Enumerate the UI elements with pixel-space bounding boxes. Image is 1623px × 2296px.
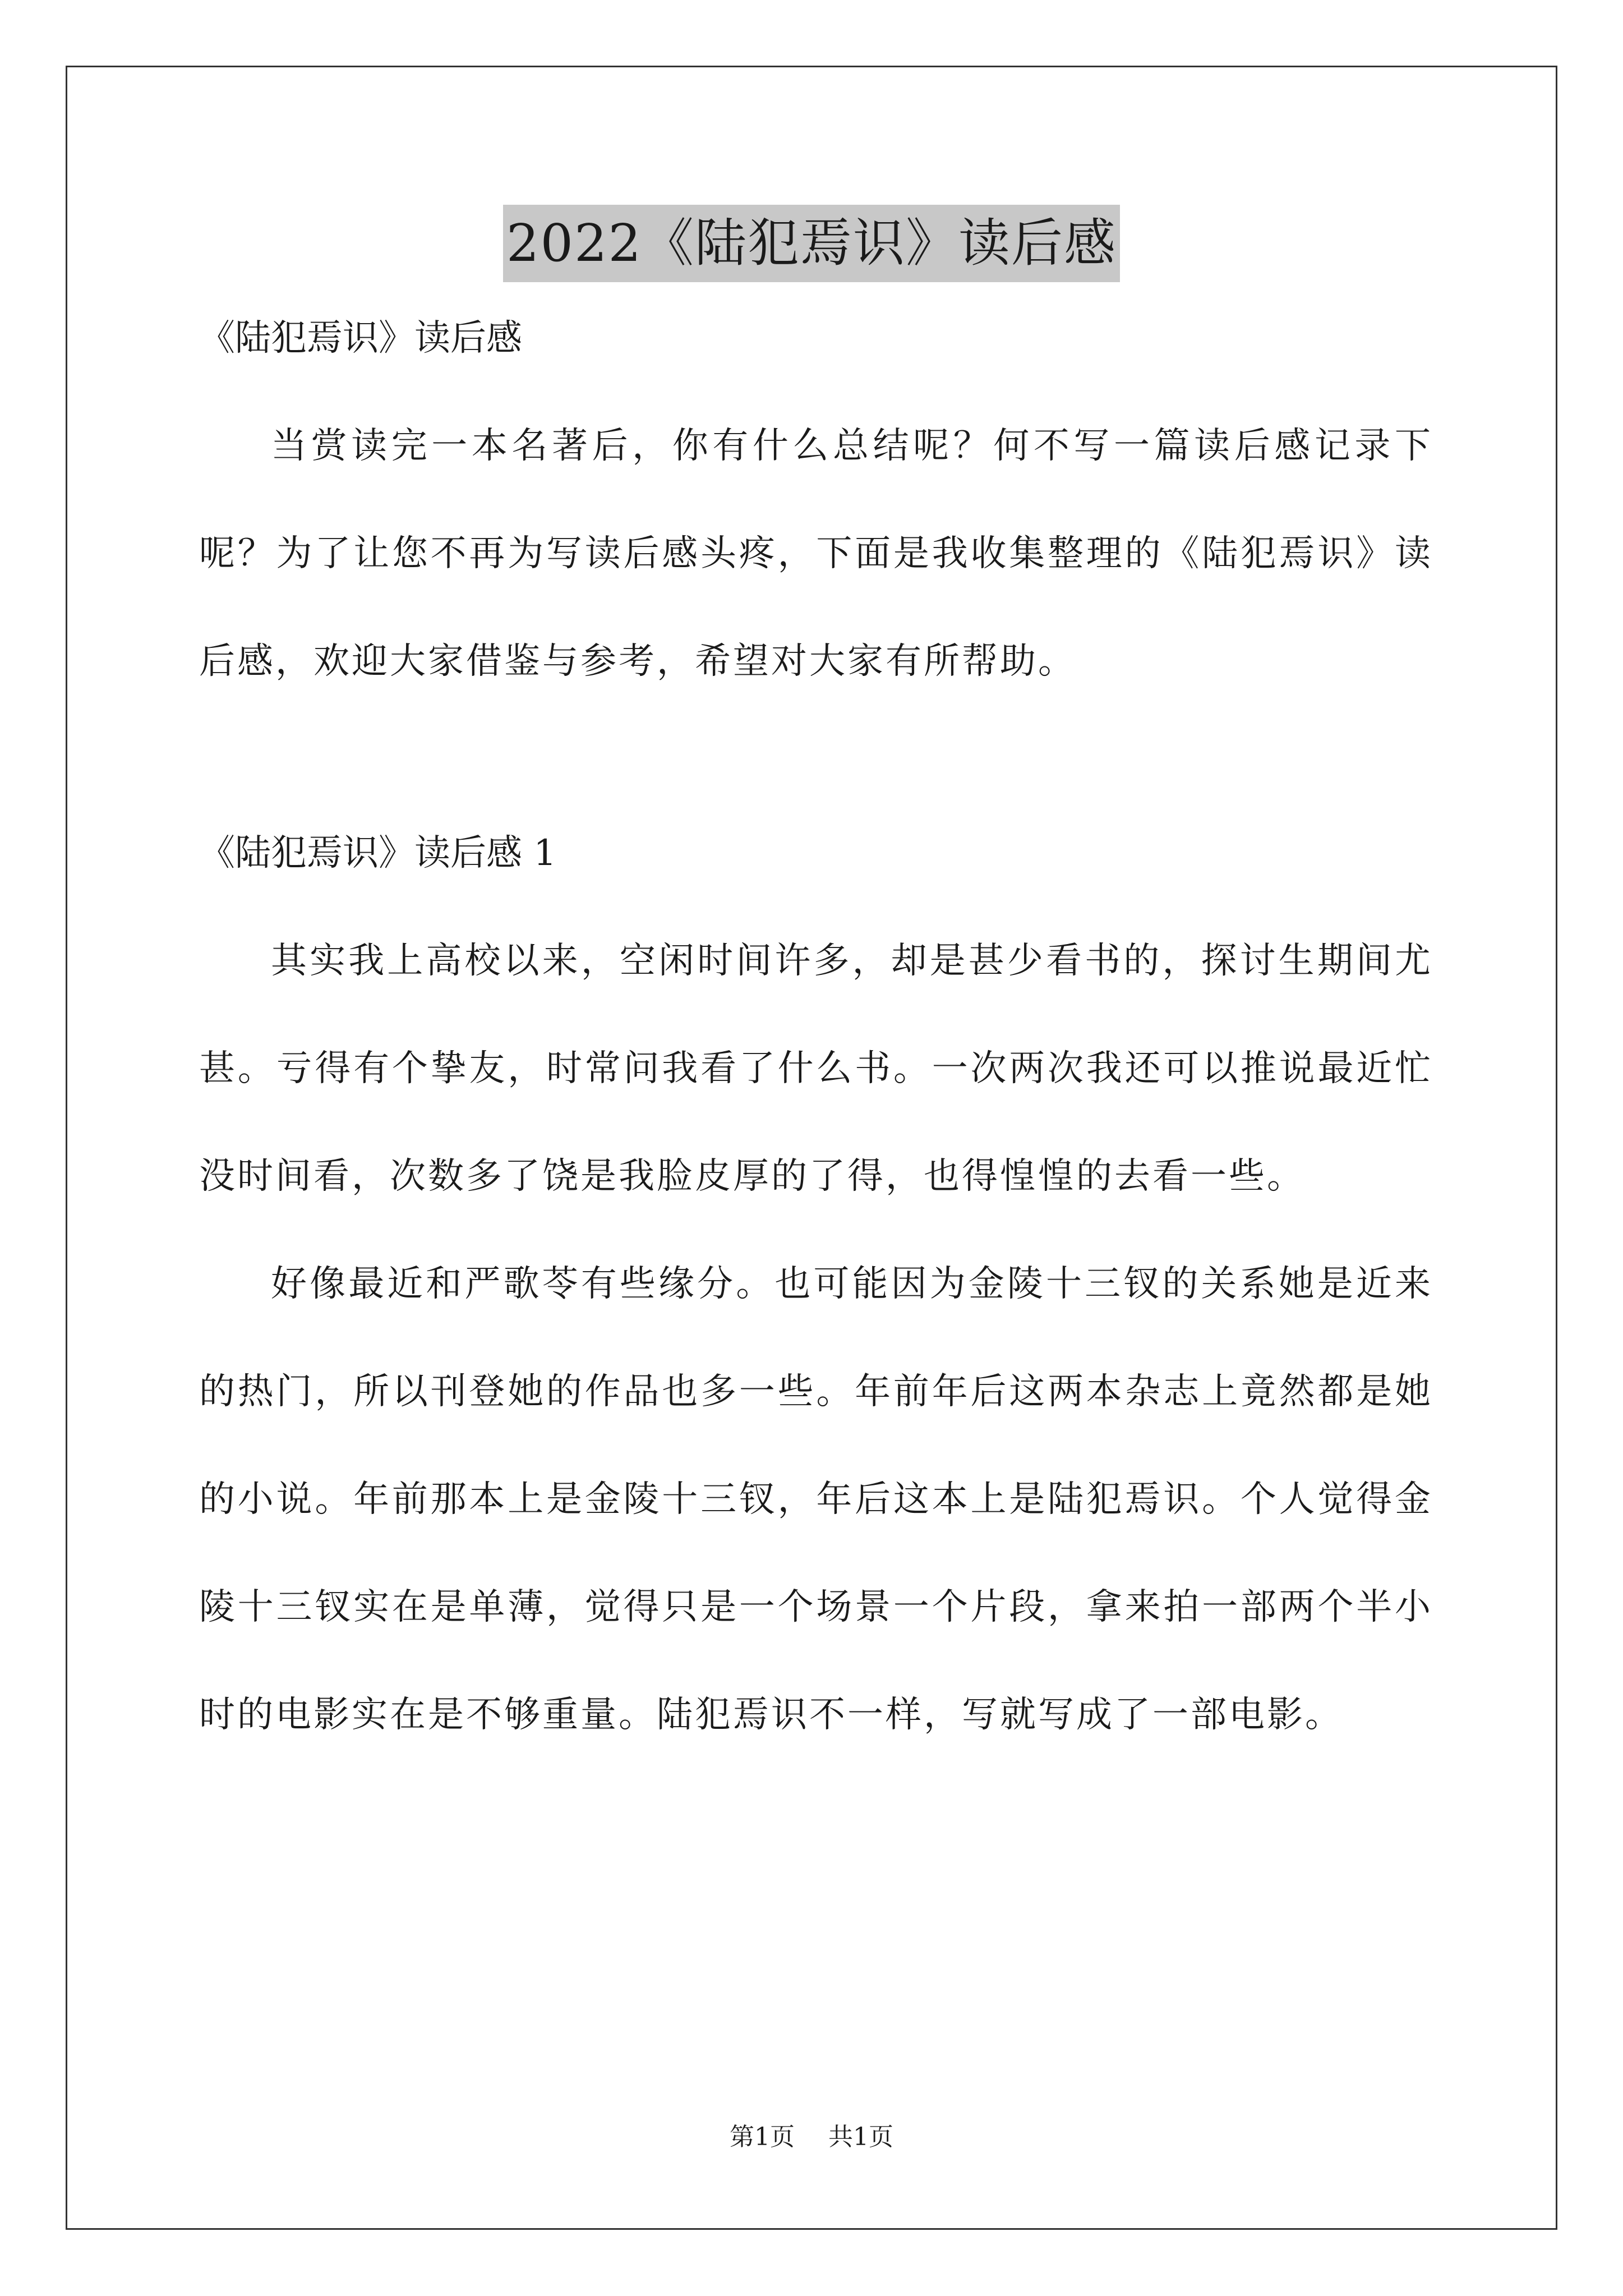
body-paragraph: 其实我上高校以来，空闲时间许多，却是甚少看书的，探讨生期间尤甚。亏得有个挚友，时常问我看了什么书。一次两次我还可以推说最近忙没时间看，次数多了饶是我脸皮厚的了得，也得惶惶的去看一些。 [199,940,1433,1197]
title-container [0,205,1623,282]
page-number: 第1页 [730,2123,795,2151]
intro-paragraph: 当赏读完一本名著后，你有什么总结呢？何不写一篇读后感记录下呢？为了让您不再为写读后感头疼，下面是我收集整理的《陆犯焉识》读后感，欢迎大家借鉴与参考，希望对大家有所帮助。 [199,425,1433,682]
section-heading: 《陆犯焉识》读后感 1 [199,832,557,874]
body-paragraph: 好像最近和严歌苓有些缘分。也可能因为金陵十三钗的关系她是近来的热门，所以刊登她的作品也多一些。年前年后这两本杂志上竟然都是她的小说。年前那本上是金陵十三钗，年后这本上是陆犯焉识。个人觉得金陵十三钗实在是单薄，觉得只是一个场景一个片段，拿来拍一部两个半小时的电影实在是不够重量。陆犯焉识不一样，写就写成了一部电影。 [199,1263,1433,1736]
document-body [199,311,1433,1769]
page-footer [0,2120,1623,2154]
page-total: 共1页 [828,2123,893,2151]
document-title: 2022《陆犯焉识》读后感 [503,205,1120,282]
intro-heading: 《陆犯焉识》读后感 [199,318,522,359]
